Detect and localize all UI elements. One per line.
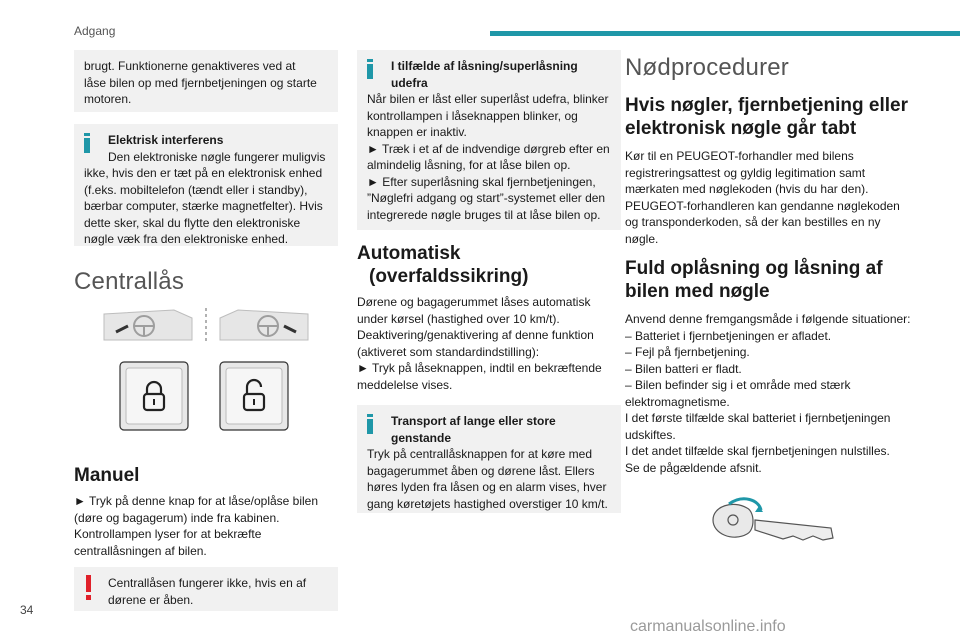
section-heading-centrallas: Centrallås bbox=[74, 268, 185, 295]
warning-box-central-lock bbox=[74, 567, 338, 611]
header-accent-bar bbox=[490, 31, 960, 36]
section-title: Adgang bbox=[74, 24, 116, 38]
column-3 bbox=[625, 50, 915, 550]
warning-line-2: dørene er åben. bbox=[108, 592, 194, 607]
lost-key-text: Kør til en PEUGEOT-forhandler med bilens registreringsattest og gyldig legitimation samt mærkaten med nøglekoden (hvis du har den). PEUGEOT-forhandleren kan gendanne nøglekoden og transponderkoden, så der kan bestilles en ny nøgle. bbox=[625, 149, 900, 246]
info-title-line-2: udefra bbox=[391, 75, 428, 90]
warning-icon bbox=[86, 575, 92, 601]
watermark-text: carmanualsonline.info bbox=[630, 618, 786, 635]
automatic-heading-line-1: Automatisk bbox=[357, 243, 461, 264]
column-2 bbox=[357, 50, 621, 513]
key-icon bbox=[713, 499, 833, 540]
info-icon bbox=[84, 133, 90, 153]
door-panel-left bbox=[104, 310, 192, 340]
manual-text: ► Tryk på denne knap for at låse/oplåse bilen (døre og bagagerum) inde fra kabinen. Kontrollampen lyser for at bekræfte centrallåsningen af bilen. bbox=[74, 494, 319, 558]
page-number: 34 bbox=[20, 603, 34, 617]
section-heading-nodprocedurer: Nødprocedurer bbox=[625, 54, 790, 81]
column-1 bbox=[74, 50, 338, 611]
key-unlock-text: Anvend denne fremgangsmåde i følgende situationer: – Batteriet i fjernbetjeningen er afladet. – Fejl på fjernbetjening. – Bilen batteri er fladt. – Bilen befinder sig i et område med stærk elektromagnetisme. I det første tilfælde skal batteriet i fjernbetjeningen udskiftes. I det andet tilfælde skal fjernbetjeningen nulstilles. Se de pågældende afsnit. bbox=[625, 312, 911, 475]
info-box-superlock bbox=[357, 50, 621, 230]
info-icon bbox=[367, 59, 373, 79]
note-text: brugt. Funktionerne genaktiveres ved at låse bilen op med fjernbetjeningen og starte motoren. bbox=[84, 59, 317, 106]
info-lead: Den elektroniske nøgle fungerer muligvis bbox=[108, 149, 326, 164]
warning-line-1: Centrallåsen fungerer ikke, hvis en af bbox=[108, 576, 307, 590]
info-body: ikke, hvis den er tæt på en elektronisk enhed (f.eks. mobiltelefon (tændt eller i standby), bærbar computer, stærke magnetfelter). Hvis dette sker, skal du flytte den elektroniske nøgle væk fra den elektroniske enhed. bbox=[84, 166, 323, 246]
info-body: Tryk på centrallåsknappen for at køre med bagagerummet åben og dørene låst. Ellers høres lyden fra låsen og en alarm vises, hver gang køretøjets hastighed overstiger 10 km/t. bbox=[367, 447, 608, 511]
info-title: Elektrisk interferens bbox=[108, 133, 224, 147]
info-title-line-1: I tilfælde af låsning/superlåsning bbox=[391, 59, 578, 73]
info-body: Når bilen er låst eller superlåst udefra, blinker kontrollampen i låseknappen blinker, og knappen er inaktiv. ► Træk i et af de indvendige dørgreb efter en almindelig låsning, for at låse bilen op. ► Efter superlåsning skal fjernbetjeningen, ”Nøglefri adgang og start”-systemet eller den integrerede nøgle bruges til at låse bilen op. bbox=[367, 92, 610, 222]
door-panel-right bbox=[220, 310, 308, 340]
info-box-interference bbox=[74, 124, 338, 246]
note-box-continued bbox=[74, 50, 338, 112]
manual-heading: Manuel bbox=[74, 465, 140, 486]
info-box-transport bbox=[357, 405, 621, 513]
info-icon bbox=[367, 414, 373, 434]
central-lock-illustration bbox=[74, 304, 338, 454]
info-title-line-2: genstande bbox=[391, 430, 452, 445]
lock-button-illustration bbox=[120, 362, 188, 430]
unlock-button-illustration bbox=[220, 362, 288, 430]
info-title-line-1: Transport af lange eller store bbox=[391, 414, 556, 428]
automatic-text: Dørene og bagagerummet låses automatisk under kørsel (hastighed over 10 km/t). Deaktivering/genaktivering af denne funktion (aktiveret som standardindstilling): ► Tryk på låseknappen, indtil en bekræftende meddelelse vises. bbox=[357, 295, 602, 392]
key-illustration bbox=[703, 490, 843, 550]
key-unlock-heading: Fuld oplåsning og låsning af bilen med nøgle bbox=[625, 258, 883, 302]
lost-key-heading: Hvis nøgler, fjernbetjening eller elektronisk nøgle går tabt bbox=[625, 95, 908, 139]
automatic-heading-line-2: (overfaldssikring) bbox=[369, 266, 529, 287]
